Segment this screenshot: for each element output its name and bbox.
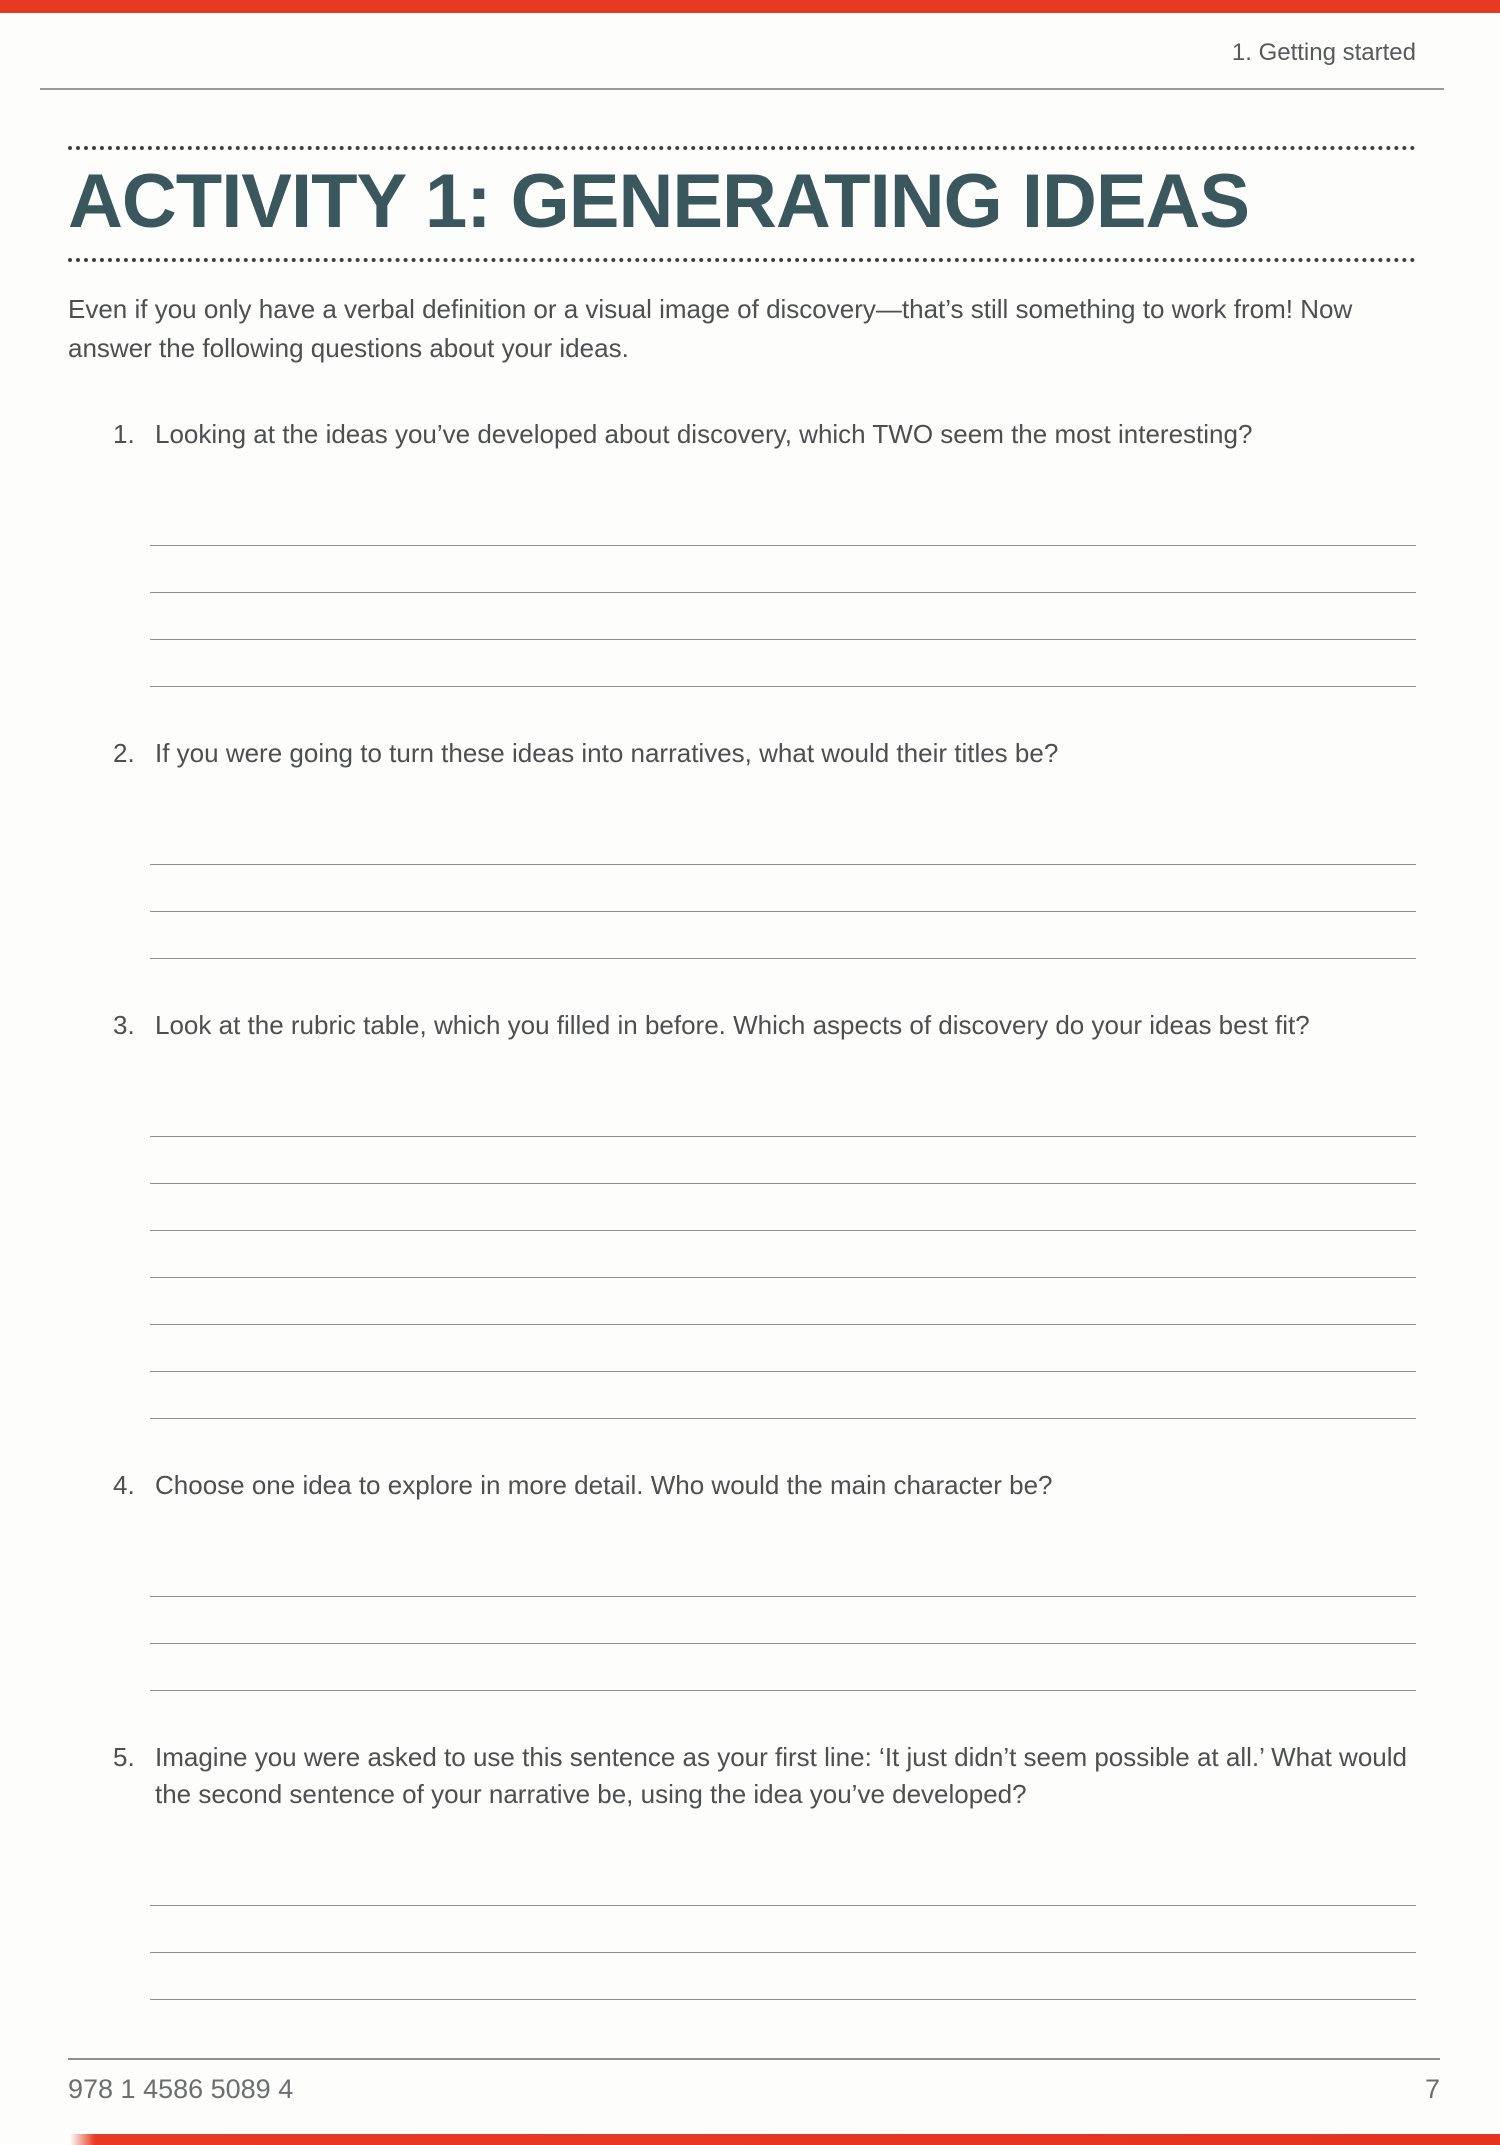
question-text: If you were going to turn these ideas into narratives, what would their titles be?: [155, 738, 1059, 768]
running-header: [68, 40, 1416, 66]
question-item: [68, 1739, 1416, 2000]
question-number: 2.: [113, 738, 135, 768]
footer-isbn: 978 1 4586 5089 4: [68, 2074, 294, 2104]
answer-line: [150, 640, 1416, 687]
question-row: [113, 735, 1416, 772]
header-rule: [40, 88, 1444, 90]
question-text: Choose one idea to explore in more detail. Who would the main character be?: [155, 1470, 1053, 1500]
question-item: [68, 1467, 1416, 1691]
question-text: Imagine you were asked to use this sentence as your first line: ‘It just didn’t seem possible at all.’ What would the second sentence of your narrative be, using the idea you’ve developed?: [155, 1742, 1407, 1809]
answer-line: [150, 1137, 1416, 1184]
question-number: 4.: [113, 1470, 135, 1500]
bottom-edge-strip: [0, 2134, 1500, 2145]
question-row: [113, 416, 1416, 453]
answer-lines: [150, 1859, 1416, 2000]
top-edge-strip: [0, 0, 1500, 13]
answer-line: [150, 1090, 1416, 1137]
answer-line: [150, 1325, 1416, 1372]
answer-line: [150, 1184, 1416, 1231]
answer-lines: [150, 818, 1416, 959]
answer-line: [150, 818, 1416, 865]
answer-line: [150, 1550, 1416, 1597]
question-row: [113, 1467, 1416, 1504]
question-item: [68, 1007, 1416, 1419]
footer-rule: [68, 2058, 1440, 2060]
questions-list: [68, 416, 1416, 2000]
answer-line: [150, 1372, 1416, 1419]
page-footer: [68, 2074, 1440, 2105]
question-item: [68, 735, 1416, 959]
answer-line: [150, 912, 1416, 959]
answer-lines: [150, 499, 1416, 687]
answer-line: [150, 1953, 1416, 2000]
answer-lines: [150, 1550, 1416, 1691]
answer-lines: [150, 1090, 1416, 1419]
answer-line: [150, 1906, 1416, 1953]
answer-line: [150, 546, 1416, 593]
question-row: [113, 1739, 1416, 1813]
question-number: 1.: [113, 419, 135, 449]
question-text: Looking at the ideas you’ve developed about discovery, which TWO seem the most interesting?: [155, 419, 1253, 449]
question-item: [68, 416, 1416, 687]
question-text: Look at the rubric table, which you filled in before. Which aspects of discovery do your ideas best fit?: [155, 1010, 1310, 1040]
answer-line: [150, 1859, 1416, 1906]
answer-line: [150, 1644, 1416, 1691]
page-title: ACTIVITY 1: GENERATING IDEAS: [68, 159, 1250, 244]
answer-line: [150, 865, 1416, 912]
answer-line: [150, 593, 1416, 640]
answer-line: [150, 499, 1416, 546]
answer-line: [150, 1597, 1416, 1644]
question-number: 5.: [113, 1742, 135, 1772]
intro-paragraph: Even if you only have a verbal definition or a visual image of discovery—that’s still something to work from! Now answer the following questions about your ideas.: [68, 294, 1353, 363]
footer-page-number: 7: [1424, 2074, 1440, 2104]
question-row: [113, 1007, 1416, 1044]
answer-line: [150, 1231, 1416, 1278]
header-chapter-label: 1. Getting started: [1231, 39, 1416, 66]
question-number: 3.: [113, 1010, 135, 1040]
answer-line: [150, 1278, 1416, 1325]
title-block: [68, 146, 1416, 262]
